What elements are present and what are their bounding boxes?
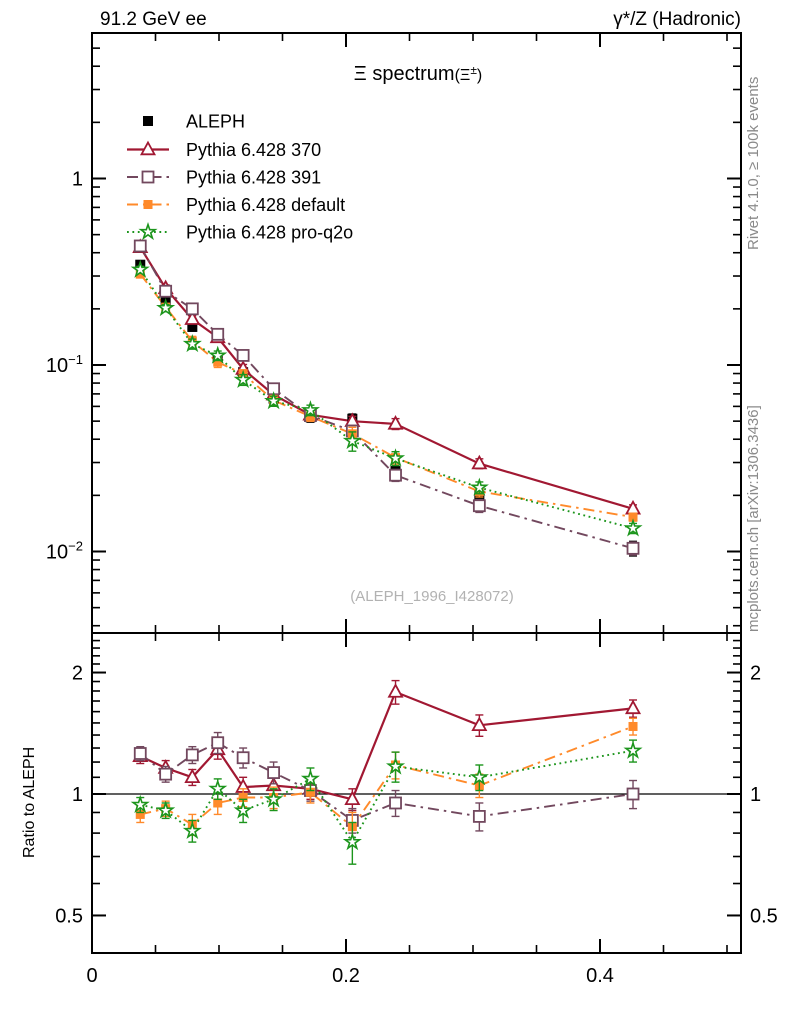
legend-item-pythia-6-428-370 [127, 140, 321, 160]
ratio-y-tick-label: 1 [71, 784, 83, 806]
legend-item-pythia-6-428-default [127, 195, 345, 215]
legend-label: ALEPH [186, 111, 246, 132]
process-label: γ*/Z (Hadronic) [613, 9, 741, 30]
filled-square-marker [144, 200, 153, 209]
open-square-marker [160, 769, 171, 780]
ratio-y-tick-label-right: 1 [750, 784, 762, 806]
legend-item-pythia-6-428-391 [127, 168, 321, 188]
open-square-marker [135, 748, 146, 759]
ratio-panel-frame [92, 633, 741, 953]
main-series-layer [133, 240, 640, 556]
main-y-tick-label: $10^{-2}$ [45, 538, 83, 564]
plot-title: Ξ $spectrum(\Xi^\pm_)$ [353, 63, 483, 85]
open-square-marker [212, 737, 223, 748]
filled-square-marker [629, 722, 638, 731]
legend-label: Pythia 6.428 370 [186, 140, 322, 160]
ratio-line-pythia-6-428-pro-q2o [140, 751, 633, 842]
open-square-marker [390, 797, 401, 808]
open-star-marker [141, 225, 155, 239]
open-square-marker [238, 752, 249, 763]
open-square-marker [628, 543, 639, 554]
ratio-y-tick-label-right: 2 [750, 662, 762, 685]
x-tick-label: 0 [86, 965, 98, 987]
beam-energy-label: 91.2 GeV ee [100, 9, 207, 30]
open-square-marker [474, 500, 485, 511]
spectrum-line-pythia-6-428-default [140, 274, 633, 517]
spectrum-line-pythia-6-428-391 [140, 246, 633, 548]
open-square-marker [187, 749, 198, 760]
x-tick-label: 0.4 [586, 965, 614, 987]
mcplots-arxiv-note: mcplots.cern.ch [arXiv:1306.3436] [745, 405, 762, 632]
generated-plot-content [46, 33, 778, 987]
ratio-y-tick-label: 2 [71, 662, 83, 685]
open-square-marker [160, 286, 171, 297]
ratio-y-tick-label-right: 0.5 [750, 905, 778, 928]
x-tick-label: 0.2 [332, 965, 360, 987]
open-square-marker [238, 350, 249, 361]
ratio-y-tick-label: 0.5 [55, 905, 83, 928]
open-square-marker [143, 172, 154, 183]
open-square-marker [187, 303, 198, 314]
rivet-version-note: Rivet 4.1.0, ≥ 100k events [745, 76, 762, 250]
open-square-marker [268, 767, 279, 778]
spectrum-line-pythia-6-428-pro-q2o [140, 270, 633, 529]
open-square-marker [212, 329, 223, 340]
legend-item-aleph [143, 112, 245, 132]
legend-label: Pythia 6.428 391 [186, 167, 322, 188]
main-y-tick-label: 1 [71, 168, 83, 191]
open-square-marker [390, 470, 401, 481]
main-y-tick-label: $10^{-1}$ [45, 352, 83, 377]
open-triangle-marker [627, 701, 640, 713]
legend-label: Pythia 6.428 default [186, 195, 346, 215]
ratio-series-layer [92, 681, 741, 865]
open-triangle-marker [389, 685, 402, 697]
open-square-marker [628, 789, 639, 800]
legend-label: Pythia 6.428 pro-q2o [186, 222, 354, 243]
aleph-data-marker [143, 116, 153, 126]
open-square-marker [135, 240, 146, 251]
open-square-marker [474, 811, 485, 822]
legend [127, 112, 353, 243]
spectrum-line-pythia-6-428-370 [140, 247, 633, 509]
analysis-id-watermark: (ALEPH_1996_I428072) [350, 588, 514, 605]
ratio-axis-label: Ratio to ALEPH [21, 746, 38, 858]
legend-item-pythia-6-428-pro-q2o [127, 223, 353, 243]
